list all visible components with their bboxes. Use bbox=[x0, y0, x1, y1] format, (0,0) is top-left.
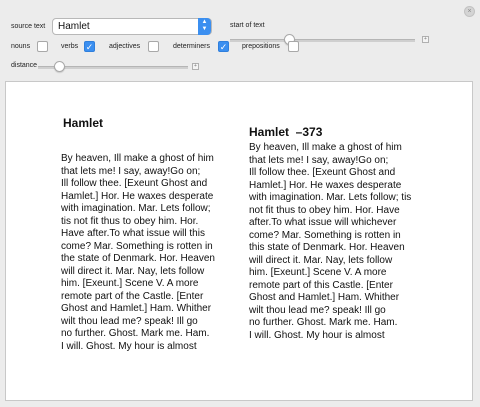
original-text-title: Hamlet bbox=[63, 116, 104, 130]
text-line: that lets me! I say, away!Go on; bbox=[61, 165, 201, 177]
nouns-checkbox[interactable] bbox=[37, 41, 48, 52]
text-line: no further. Ghost. Mark me. Ham. bbox=[61, 328, 210, 339]
adjectives-checkbox[interactable] bbox=[148, 41, 159, 52]
text-line: this state of Denmark. Hor. Heaven bbox=[249, 242, 405, 253]
text-line: come? Mar. Something is rotten in bbox=[249, 229, 401, 241]
text-line: him. [Exeunt.] Scene V. A more bbox=[61, 278, 199, 289]
start-of-text-label: start of text bbox=[230, 22, 265, 29]
modified-text-title: Hamlet –373 bbox=[249, 125, 323, 139]
nouns-label: nouns bbox=[11, 43, 31, 50]
source-text-label: source text bbox=[11, 23, 46, 30]
verbs-checkbox[interactable]: ✓ bbox=[85, 42, 94, 52]
text-line: him. [Exeunt.] Scene V. A more bbox=[249, 267, 387, 278]
text-line: Ghost and Hamlet.] Ham. Whither bbox=[61, 303, 212, 314]
text-line: come? Mar. Something is rotten in bbox=[61, 240, 213, 252]
start-of-text-expand-icon[interactable]: + bbox=[422, 36, 429, 43]
prepositions-label: prepositions bbox=[242, 43, 280, 50]
determiners-label: determiners bbox=[173, 43, 210, 50]
source-text-dropdown[interactable] bbox=[52, 18, 212, 35]
text-line: remote part of the Castle. [Enter bbox=[61, 290, 204, 302]
output-panel bbox=[5, 81, 473, 401]
text-line: By heaven, Ill make a ghost of him bbox=[249, 142, 402, 153]
text-line: with imagination. Mar. Lets follow; tis bbox=[249, 192, 412, 203]
text-line: tis not fit thus to obey him. Hor. bbox=[61, 215, 199, 227]
close-icon[interactable]: × bbox=[464, 6, 475, 17]
dropdown-arrows-icon: ▲ ▼ bbox=[198, 18, 211, 35]
text-line: with imagination. Mar. Lets follow; bbox=[61, 203, 211, 214]
text-line: that lets me! I say, away!Go on; bbox=[249, 154, 389, 166]
text-line: Have after.To what issue will this bbox=[61, 228, 205, 239]
text-line: Ill follow thee. [Exeunt Ghost and bbox=[249, 167, 396, 178]
text-line: remote part of this Castle. [Enter bbox=[249, 279, 393, 291]
text-line: will direct it. Mar. Nay, lets follow bbox=[61, 265, 205, 277]
distance-slider-thumb[interactable] bbox=[54, 61, 65, 72]
modified-text-body bbox=[249, 142, 411, 342]
text-line: Ill follow thee. [Exeunt Ghost and bbox=[61, 178, 208, 189]
determiners-checkbox[interactable]: ✓ bbox=[219, 42, 228, 52]
original-text-body bbox=[61, 153, 215, 353]
text-line: the state of Denmark. Hor. Heaven bbox=[61, 253, 215, 264]
text-line: Ghost and Hamlet.] Ham. Whither bbox=[249, 292, 400, 303]
text-line: wilt thou lead me? speak! Ill go bbox=[61, 315, 198, 327]
text-line: wilt thou lead me? speak! Ill go bbox=[249, 304, 386, 316]
verbs-label: verbs bbox=[61, 43, 79, 50]
text-line: I will. Ghost. My hour is almost bbox=[249, 329, 385, 341]
text-line: By heaven, Ill make a ghost of him bbox=[61, 153, 214, 164]
text-line: will direct it. Mar. Nay, lets follow bbox=[249, 254, 393, 266]
text-line: Hamlet.] Hor. He waxes desperate bbox=[61, 190, 214, 202]
text-line: I will. Ghost. My hour is almost bbox=[61, 340, 197, 352]
text-line: not fit thus to obey him. Hor. Have bbox=[249, 204, 400, 216]
text-line: after.To what issue will whichever bbox=[249, 217, 397, 228]
text-line: no further. Ghost. Mark me. Ham. bbox=[249, 317, 398, 328]
start-of-text-slider[interactable] bbox=[230, 39, 415, 42]
text-line: Hamlet.] Hor. He waxes desperate bbox=[249, 179, 402, 191]
prepositions-checkbox[interactable] bbox=[288, 41, 299, 52]
distance-label: distance bbox=[11, 62, 38, 69]
source-text-value: Hamlet bbox=[58, 21, 90, 32]
adjectives-label: adjectives bbox=[109, 43, 141, 50]
distance-expand-icon[interactable]: + bbox=[192, 63, 199, 70]
